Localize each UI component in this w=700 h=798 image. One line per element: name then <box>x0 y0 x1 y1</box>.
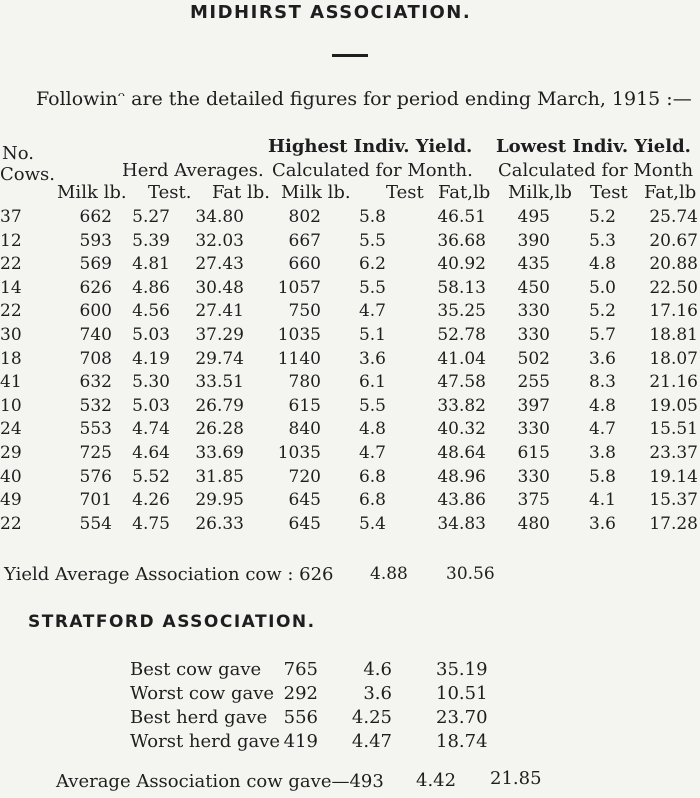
table-cell: 40.32 <box>437 419 486 439</box>
cow-count-cell: 41 <box>0 372 22 392</box>
cow-count-cell: 30 <box>0 325 22 345</box>
table-cell: 21.16 <box>649 372 698 392</box>
table-cell: 5.39 <box>132 231 170 251</box>
stratford-row-fat: 23.70 <box>436 707 488 728</box>
table-cell: 5.2 <box>588 301 616 321</box>
table-cell: 330 <box>517 301 550 321</box>
table-cell: 27.43 <box>195 254 244 274</box>
cow-count-cell: 22 <box>0 301 22 321</box>
association-title: MIDHIRST ASSOCIATION. <box>190 2 472 23</box>
header-herd-averages: Herd Averages. <box>122 160 264 181</box>
table-cell: 4.56 <box>132 301 170 321</box>
table-cell: 6.8 <box>358 467 386 487</box>
table-cell: 5.1 <box>358 325 386 345</box>
table-cell: 25.74 <box>649 207 698 227</box>
stratford-row-milk: 419 <box>283 731 318 752</box>
table-cell: 615 <box>288 396 321 416</box>
table-cell: 725 <box>79 443 112 463</box>
table-cell: 3.6 <box>358 349 386 369</box>
table-cell: 600 <box>79 301 112 321</box>
table-cell: 4.64 <box>132 443 170 463</box>
table-cell: 32.03 <box>195 231 244 251</box>
table-cell: 660 <box>288 254 321 274</box>
stratford-row-fat: 10.51 <box>436 683 488 704</box>
header-no: No. <box>2 143 34 164</box>
table-cell: 40.92 <box>437 254 486 274</box>
table-cell: 397 <box>517 396 550 416</box>
table-cell: 20.88 <box>649 254 698 274</box>
table-cell: 1035 <box>277 325 321 345</box>
table-cell: 23.37 <box>649 443 698 463</box>
column-header: Test. <box>148 182 192 203</box>
table-cell: 4.26 <box>132 490 170 510</box>
table-cell: 662 <box>79 207 112 227</box>
table-cell: 4.8 <box>588 254 616 274</box>
table-cell: 330 <box>517 325 550 345</box>
table-cell: 6.1 <box>358 372 386 392</box>
table-cell: 26.33 <box>195 514 244 534</box>
cow-count-cell: 14 <box>0 278 22 298</box>
cow-count-cell: 29 <box>0 443 22 463</box>
table-cell: 626 <box>79 278 112 298</box>
table-cell: 615 <box>517 443 550 463</box>
table-cell: 46.51 <box>437 207 486 227</box>
table-cell: 48.64 <box>437 443 486 463</box>
stratford-row-label: Worst herd gave <box>130 731 281 752</box>
yield-average-label: Yield Average Association cow : 626 <box>4 564 334 585</box>
table-cell: 35.25 <box>437 301 486 321</box>
table-cell: 18.81 <box>649 325 698 345</box>
table-cell: 450 <box>517 278 550 298</box>
cow-count-cell: 10 <box>0 396 22 416</box>
header-lowest-line1: Lowest Indiv. Yield. <box>496 136 691 157</box>
table-cell: 802 <box>288 207 321 227</box>
stratford-row-fat: 18.74 <box>436 731 488 752</box>
table-cell: 255 <box>517 372 550 392</box>
table-cell: 5.5 <box>358 396 386 416</box>
table-cell: 720 <box>288 467 321 487</box>
stratford-title: STRATFORD ASSOCIATION. <box>28 612 316 632</box>
stratford-row-label: Best herd gave <box>130 707 268 728</box>
stratford-row-milk: 765 <box>283 659 318 680</box>
table-cell: 29.74 <box>195 349 244 369</box>
table-cell: 37.29 <box>195 325 244 345</box>
table-cell: 593 <box>79 231 112 251</box>
table-cell: 22.50 <box>649 278 698 298</box>
table-cell: 4.7 <box>358 301 386 321</box>
table-cell: 6.2 <box>358 254 386 274</box>
table-cell: 5.27 <box>132 207 170 227</box>
table-cell: 4.8 <box>358 419 386 439</box>
table-cell: 5.5 <box>358 231 386 251</box>
table-cell: 532 <box>79 396 112 416</box>
column-header: Fat,lb <box>438 182 491 203</box>
table-cell: 330 <box>517 467 550 487</box>
table-cell: 4.7 <box>358 443 386 463</box>
table-cell: 553 <box>79 419 112 439</box>
column-header: Milk,lb <box>508 182 572 203</box>
table-cell: 5.4 <box>358 514 386 534</box>
table-cell: 8.3 <box>588 372 616 392</box>
table-cell: 31.85 <box>195 467 244 487</box>
header-lowest-line2: Calculated for Month <box>498 160 694 181</box>
cow-count-cell: 12 <box>0 231 22 251</box>
stratford-row-milk: 556 <box>283 707 318 728</box>
cow-count-cell: 18 <box>0 349 22 369</box>
stratford-row-fat: 35.19 <box>436 659 488 680</box>
table-cell: 52.78 <box>437 325 486 345</box>
stratford-row-test: 4.6 <box>363 659 392 680</box>
table-cell: 701 <box>79 490 112 510</box>
table-cell: 58.13 <box>437 278 486 298</box>
table-cell: 740 <box>79 325 112 345</box>
title-dash <box>332 54 368 57</box>
cow-count-cell: 24 <box>0 419 22 439</box>
cow-count-cell: 22 <box>0 254 22 274</box>
table-cell: 4.74 <box>132 419 170 439</box>
stratford-average-fat: 21.85 <box>490 768 542 789</box>
table-cell: 708 <box>79 349 112 369</box>
intro-text: Followinᵔ are the detailed figures for period ending March, 1915 :— <box>36 88 692 110</box>
table-cell: 480 <box>517 514 550 534</box>
stratford-row-test: 4.47 <box>351 731 392 752</box>
table-cell: 502 <box>517 349 550 369</box>
table-cell: 5.5 <box>358 278 386 298</box>
table-cell: 47.58 <box>437 372 486 392</box>
column-header: Test <box>386 182 424 203</box>
table-cell: 6.8 <box>358 490 386 510</box>
table-cell: 632 <box>79 372 112 392</box>
column-header: Fat,lb <box>644 182 697 203</box>
table-cell: 4.8 <box>588 396 616 416</box>
stratford-row-test: 4.25 <box>351 707 392 728</box>
yield-average-test: 4.88 <box>370 564 408 584</box>
stratford-row-label: Worst cow gave <box>130 683 275 704</box>
table-cell: 3.6 <box>588 514 616 534</box>
table-cell: 1057 <box>277 278 321 298</box>
column-header: Milk lb. <box>57 182 127 203</box>
cow-count-cell: 40 <box>0 467 22 487</box>
table-cell: 18.07 <box>649 349 698 369</box>
table-cell: 5.30 <box>132 372 170 392</box>
cow-count-cell: 49 <box>0 490 22 510</box>
stratford-row-milk: 292 <box>283 683 318 704</box>
table-cell: 48.96 <box>437 467 486 487</box>
table-cell: 26.28 <box>195 419 244 439</box>
cow-count-cell: 22 <box>0 514 22 534</box>
table-cell: 5.03 <box>132 325 170 345</box>
table-cell: 667 <box>288 231 321 251</box>
table-cell: 4.81 <box>132 254 170 274</box>
stratford-row-label: Best cow gave <box>130 659 262 680</box>
table-cell: 17.28 <box>649 514 698 534</box>
table-cell: 34.80 <box>195 207 244 227</box>
table-cell: 3.6 <box>588 349 616 369</box>
table-cell: 5.03 <box>132 396 170 416</box>
table-cell: 390 <box>517 231 550 251</box>
stratford-average-test: 4.42 <box>416 770 457 791</box>
column-header: Milk lb. <box>281 182 351 203</box>
table-cell: 840 <box>288 419 321 439</box>
table-cell: 569 <box>79 254 112 274</box>
table-cell: 36.68 <box>437 231 486 251</box>
table-cell: 27.41 <box>195 301 244 321</box>
table-cell: 29.95 <box>195 490 244 510</box>
table-cell: 4.75 <box>132 514 170 534</box>
table-cell: 5.7 <box>588 325 616 345</box>
table-cell: 20.67 <box>649 231 698 251</box>
table-cell: 17.16 <box>649 301 698 321</box>
table-cell: 15.37 <box>649 490 698 510</box>
table-cell: 645 <box>288 514 321 534</box>
cow-count-cell: 37 <box>0 207 22 227</box>
table-cell: 5.2 <box>588 207 616 227</box>
table-cell: 375 <box>517 490 550 510</box>
table-cell: 4.7 <box>588 419 616 439</box>
table-cell: 43.86 <box>437 490 486 510</box>
table-cell: 33.69 <box>195 443 244 463</box>
table-cell: 5.8 <box>588 467 616 487</box>
stratford-average-label: Average Association cow gave—493 <box>56 771 384 792</box>
header-cows: Cows. <box>0 164 55 185</box>
table-cell: 15.51 <box>649 419 698 439</box>
table-cell: 33.51 <box>195 372 244 392</box>
column-header: Fat lb. <box>212 182 270 203</box>
header-highest-line2: Calculated for Month. <box>272 160 473 181</box>
table-cell: 26.79 <box>195 396 244 416</box>
table-cell: 1035 <box>277 443 321 463</box>
header-highest-line1: Highest Indiv. Yield. <box>268 136 473 157</box>
table-cell: 19.05 <box>649 396 698 416</box>
table-cell: 554 <box>79 514 112 534</box>
table-cell: 4.86 <box>132 278 170 298</box>
table-cell: 5.3 <box>588 231 616 251</box>
table-cell: 34.83 <box>437 514 486 534</box>
table-cell: 4.1 <box>588 490 616 510</box>
table-cell: 5.0 <box>588 278 616 298</box>
table-cell: 1140 <box>277 349 321 369</box>
table-cell: 750 <box>288 301 321 321</box>
stratford-row-test: 3.6 <box>363 683 392 704</box>
table-cell: 495 <box>517 207 550 227</box>
table-cell: 435 <box>517 254 550 274</box>
table-cell: 5.8 <box>358 207 386 227</box>
table-cell: 645 <box>288 490 321 510</box>
yield-average-fat: 30.56 <box>446 564 495 584</box>
table-cell: 576 <box>79 467 112 487</box>
table-cell: 3.8 <box>588 443 616 463</box>
table-cell: 330 <box>517 419 550 439</box>
table-cell: 30.48 <box>195 278 244 298</box>
table-cell: 41.04 <box>437 349 486 369</box>
table-cell: 5.52 <box>132 467 170 487</box>
table-cell: 33.82 <box>437 396 486 416</box>
table-cell: 780 <box>288 372 321 392</box>
table-cell: 19.14 <box>649 467 698 487</box>
column-header: Test <box>590 182 628 203</box>
table-cell: 4.19 <box>132 349 170 369</box>
